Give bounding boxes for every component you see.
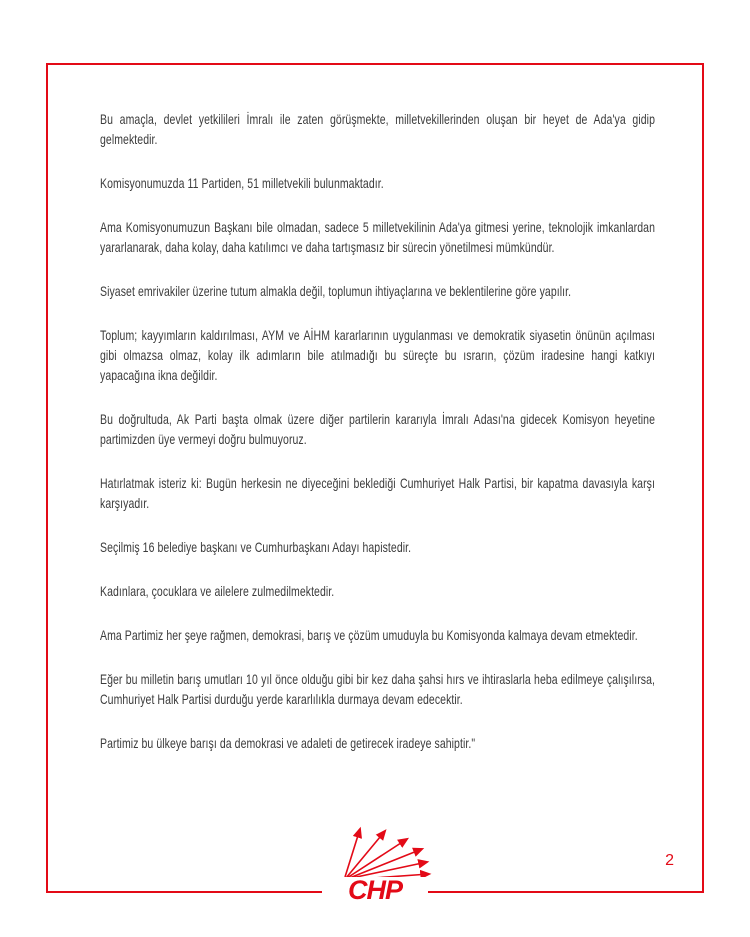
- document-paragraph: Kadınlara, çocuklara ve ailelere zulmedilmektedir.: [100, 583, 335, 599]
- document-paragraph: Partimiz bu ülkeye barışı da demokrasi ve adaleti de getirecek iradeye sahiptir.": [100, 735, 476, 751]
- document-paragraph: Toplum; kayyımların kaldırılması, AYM ve AİHM kararlarının uygulanması ve demokratik siyasetin önünün açılması gibi olmazsa olmaz, kolay ilk adımların bile atılmadığı bu süreçte bu ısrarın, çözüm iradesine hangi katkıyı yapacağına ikna değildir.: [100, 327, 655, 383]
- six-arrows-icon: [341, 823, 441, 881]
- document-paragraph: Hatırlatmak isteriz ki: Bugün herkesin ne diyeceğini beklediği Cumhuriyet Halk Partisi, bir kapatma davasıyla karşı karşıyadır.: [100, 475, 655, 511]
- document-paragraph: Siyaset emrivakiler üzerine tutum almakla değil, toplumun ihtiyaçlarına ve beklentilerine göre yapılır.: [100, 283, 572, 299]
- chp-logo: [322, 877, 428, 904]
- chp-wordmark-text: CHP: [347, 875, 403, 905]
- document-paragraph: Ama Partimiz her şeye rağmen, demokrasi, barış ve çözüm umuduyla bu Komisyonda kalmaya devam etmektedir.: [100, 627, 638, 643]
- document-paragraph: Bu doğrultuda, Ak Parti başta olmak üzere diğer partilerin kararıyla İmralı Adası'na gidecek Komisyon heyetine partimizden üye vermeyi doğru bulmuyoruz.: [100, 411, 655, 447]
- document-paragraph: Ama Komisyonumuzun Başkanı bile olmadan, sadece 5 milletvekilinin Ada'ya gitmesi yerine, teknolojik imkanlardan yararlanarak, daha kolay, daha katılımcı ve daha tartışmasız bir sürecin yönetilmesi mümkündür.: [100, 219, 655, 255]
- document-paragraph: Eğer bu milletin barış umutları 10 yıl önce olduğu gibi bir kez daha şahsi hırs ve ihtiraslarla heba edilmeye çalışılırsa, Cumhuriyet Halk Partisi durduğu yerde kararlılıkla durmaya devam edecektir.: [100, 671, 655, 707]
- document-paragraph: Komisyonumuzda 11 Partiden, 51 milletvekili bulunmaktadır.: [100, 175, 384, 191]
- page-border-frame: [46, 63, 704, 893]
- document-paragraph: Seçilmiş 16 belediye başkanı ve Cumhurbaşkanı Adayı hapistedir.: [100, 539, 412, 555]
- document-paragraph: Bu amaçla, devlet yetkilileri İmralı ile zaten görüşmekte, milletvekillerinden oluşan bir heyet de Ada'ya gidip gelmektedir.: [100, 111, 655, 147]
- page-number: 2: [665, 852, 674, 869]
- document-body: [100, 109, 655, 777]
